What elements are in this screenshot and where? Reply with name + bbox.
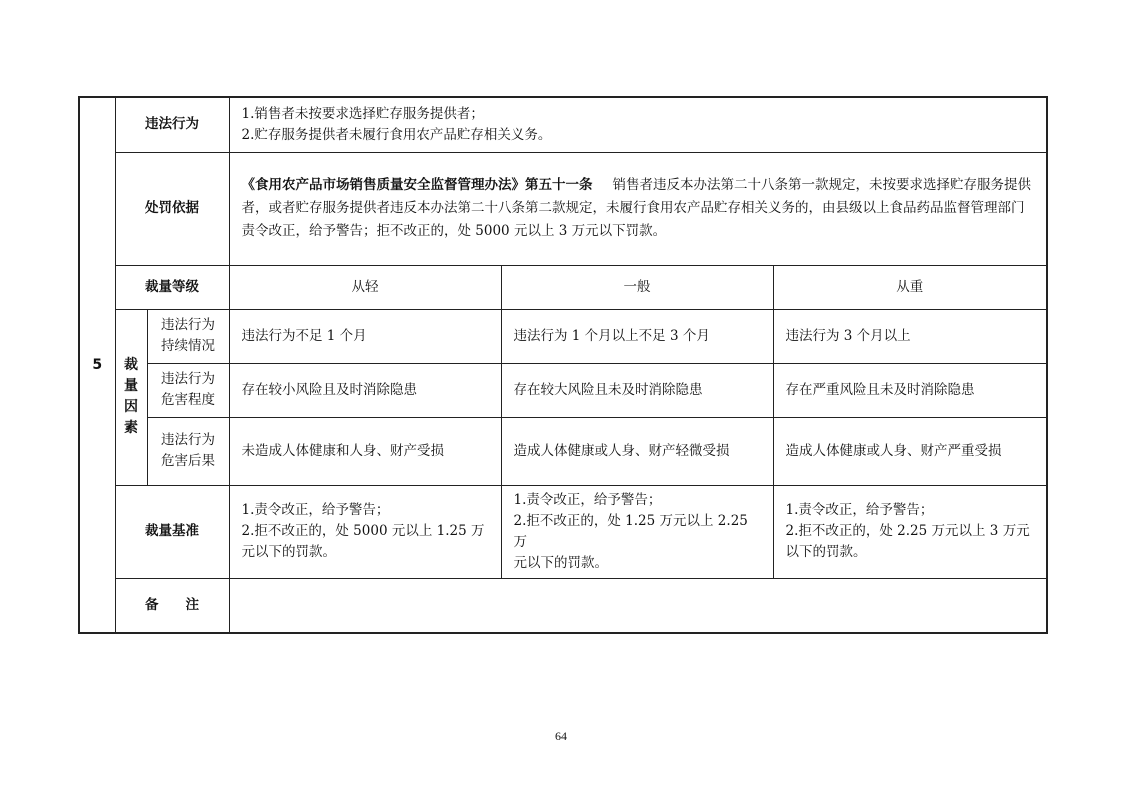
violation-content	[229, 97, 1047, 152]
remarks-value	[229, 578, 1047, 633]
penalty-discretion-table	[78, 96, 1048, 634]
remarks-row	[79, 578, 1047, 633]
levels-label: 裁量等级	[115, 265, 229, 309]
factor-row	[79, 363, 1047, 417]
page-number: 64	[555, 729, 567, 743]
violation-label: 违法行为	[115, 97, 229, 152]
factor-label-degree: 违法行为 危害程度	[147, 363, 229, 417]
factor-cell: 存在严重风险且未及时消除隐患	[773, 363, 1047, 417]
factor-cell: 违法行为 3 个月以上	[773, 309, 1047, 363]
factor-row	[79, 309, 1047, 363]
factor-cell: 造成人体健康或人身、财产严重受损	[773, 417, 1047, 485]
factors-group-label: 裁 量 因 素	[115, 309, 147, 485]
violation-row	[79, 97, 1047, 152]
violation-line: 2.贮存服务提供者未履行食用农产品贮存相关义务。	[241, 126, 552, 143]
item-number: 5	[79, 97, 115, 633]
law-title: 《食用农产品市场销售质量安全监督管理办法》第五十一条	[241, 177, 593, 193]
level-severe: 从重	[773, 265, 1047, 309]
level-lenient: 从轻	[229, 265, 501, 309]
level-general: 一般	[501, 265, 773, 309]
basis-label: 处罚依据	[115, 152, 229, 265]
basis-content	[229, 152, 1047, 265]
levels-row	[79, 265, 1047, 309]
factor-cell: 造成人体健康或人身、财产轻微受损	[501, 417, 773, 485]
factor-cell: 未造成人体健康和人身、财产受损	[229, 417, 501, 485]
factor-row	[79, 417, 1047, 485]
violation-line: 1.销售者未按要求选择贮存服务提供者；	[241, 105, 484, 122]
remarks-label: 备 注	[115, 578, 229, 633]
basis-row	[79, 152, 1047, 265]
standard-row	[79, 485, 1047, 578]
factor-cell: 违法行为 1 个月以上不足 3 个月	[501, 309, 773, 363]
basis-text: 销售者违反本办法第二十八条第一款规定，未按要求选择贮存服务提供者，或者贮存服务提供者违反本办法第二十八条第二款规定，未履行食用农产品贮存相关义务的，由县级以上食品药品监督管理部门责令改正，给予警告；拒不改正的，处 5000 元以上 3 万元以下罚款。	[241, 177, 1031, 239]
standard-cell-general: 1.责令改正，给予警告； 2.拒不改正的，处 1.25 万元以上 2.25 万 元以下的罚款。	[501, 485, 773, 578]
factor-cell: 违法行为不足 1 个月	[229, 309, 501, 363]
standard-cell-lenient: 1.责令改正，给予警告； 2.拒不改正的，处 5000 元以上 1.25 万 元以下的罚款。	[229, 485, 501, 578]
standard-label: 裁量基准	[115, 485, 229, 578]
factor-cell: 存在较大风险且未及时消除隐患	[501, 363, 773, 417]
factor-label-duration: 违法行为 持续情况	[147, 309, 229, 363]
standard-cell-severe: 1.责令改正，给予警告； 2.拒不改正的，处 2.25 万元以上 3 万元 以下的罚款。	[773, 485, 1047, 578]
factor-label-consequence: 违法行为 危害后果	[147, 417, 229, 485]
factor-cell: 存在较小风险且及时消除隐患	[229, 363, 501, 417]
